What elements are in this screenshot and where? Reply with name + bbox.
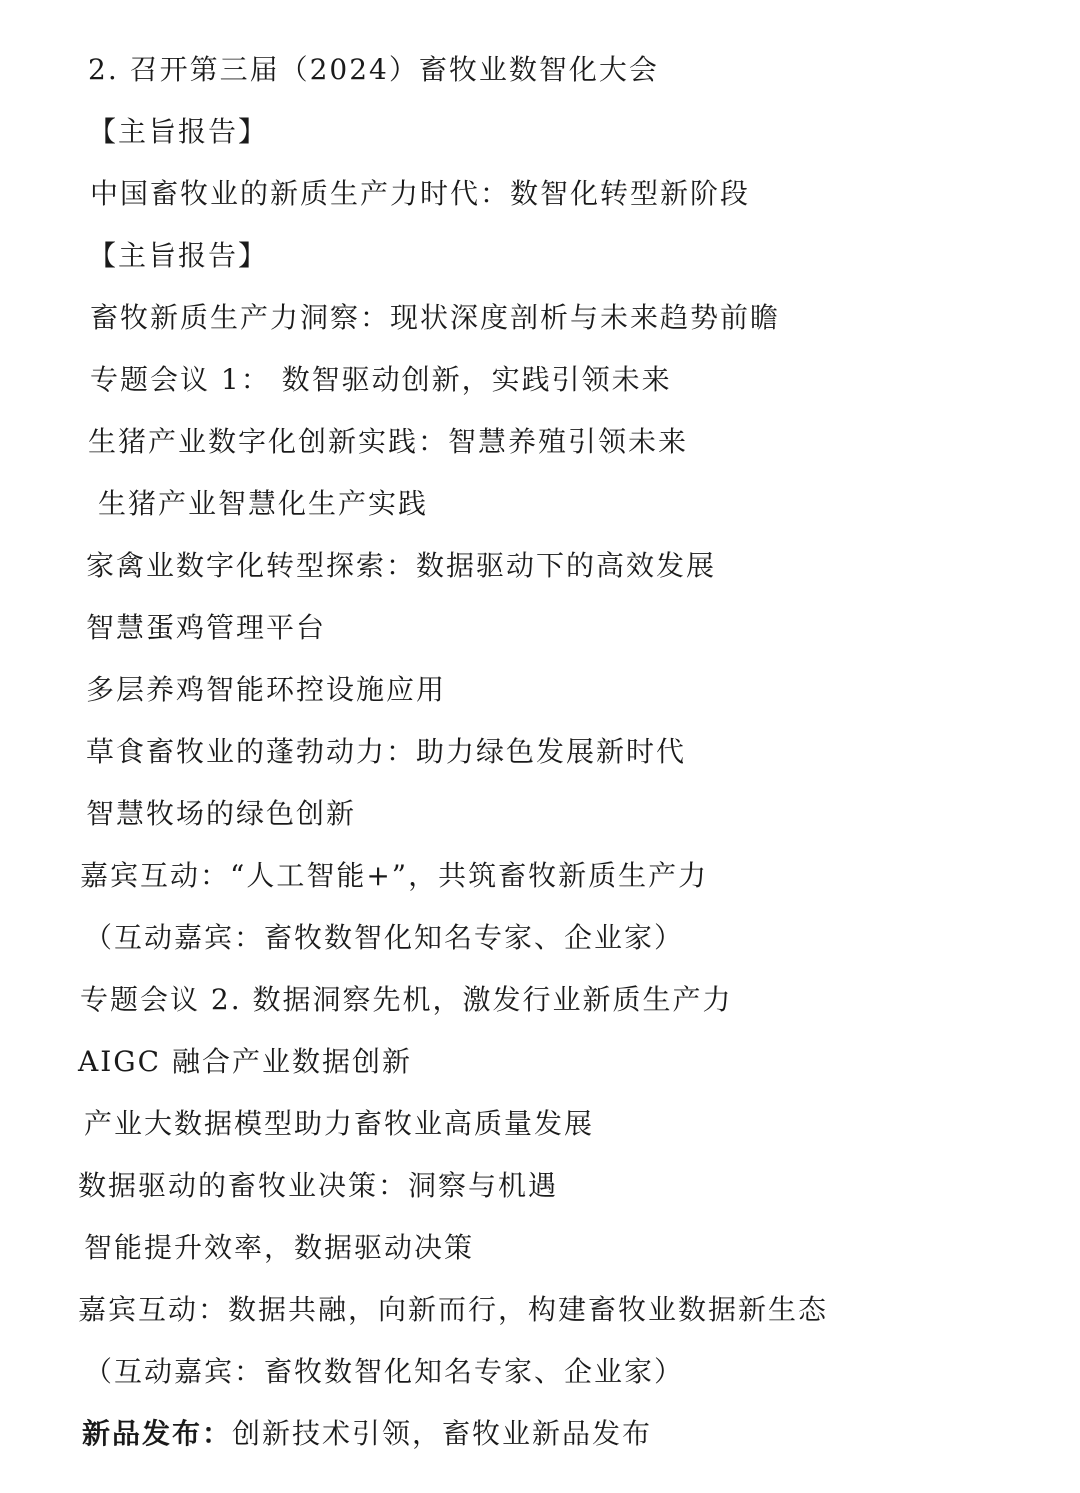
keynote-title: 中国畜牧业的新质生产力时代：数智化转型新阶段 — [90, 177, 751, 210]
subtopic: 产业大数据模型助力畜牧业高质量发展 — [84, 1107, 595, 1140]
subtopic: 智慧牧场的绿色创新 — [86, 797, 357, 830]
keynote-label: 【主旨报告】 — [88, 239, 269, 272]
topic-title: 生猪产业数字化创新实践：智慧养殖引领未来 — [88, 425, 689, 458]
section-heading: 2. 召开第三届（2024）畜牧业数智化大会 — [88, 53, 659, 86]
product-launch-line — [82, 1414, 652, 1454]
subtopic: 智慧蛋鸡管理平台 — [86, 611, 327, 644]
subtopic: 生猪产业智慧化生产实践 — [98, 487, 429, 520]
session-title: 专题会议 2. 数据洞察先机，激发行业新质生产力 — [80, 983, 733, 1016]
session-title: 专题会议 1： 数智驱动创新，实践引领未来 — [90, 363, 672, 396]
topic-title: AIGC 融合产业数据创新 — [78, 1045, 412, 1078]
subtopic: 多层养鸡智能环控设施应用 — [86, 673, 447, 706]
topic-title: 草食畜牧业的蓬勃动力：助力绿色发展新时代 — [86, 735, 687, 768]
guest-note: （互动嘉宾：畜牧数智化知名专家、企业家） — [84, 921, 685, 954]
subtopic: 智能提升效率，数据驱动决策 — [84, 1231, 475, 1264]
product-launch-label: 新品发布： — [82, 1417, 233, 1450]
product-launch-text: 创新技术引领，畜牧业新品发布 — [232, 1417, 653, 1450]
guest-interaction-title: 嘉宾互动：数据共融，向新而行，构建畜牧业数据新生态 — [78, 1293, 829, 1326]
guest-interaction-title: 嘉宾互动：“人工智能+”，共筑畜牧新质生产力 — [80, 859, 709, 892]
keynote-title: 畜牧新质生产力洞察：现状深度剖析与未来趋势前瞻 — [90, 301, 781, 334]
keynote-label: 【主旨报告】 — [88, 115, 269, 148]
topic-title: 数据驱动的畜牧业决策：洞察与机遇 — [78, 1169, 559, 1202]
guest-note: （互动嘉宾：畜牧数智化知名专家、企业家） — [84, 1355, 685, 1388]
topic-title: 家禽业数字化转型探索：数据驱动下的高效发展 — [86, 549, 717, 582]
